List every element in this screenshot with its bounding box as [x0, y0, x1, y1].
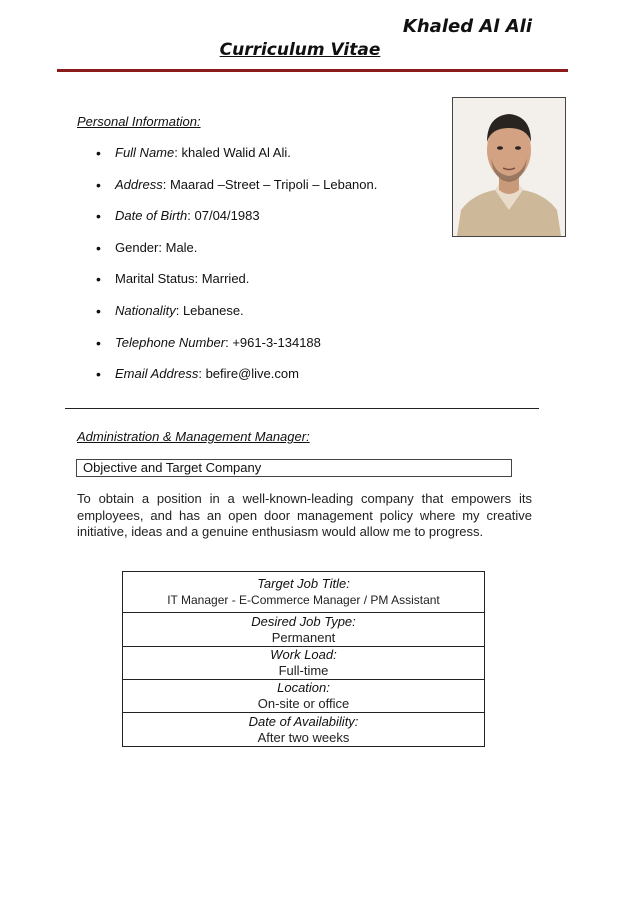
objective-label-box: Objective and Target Company [76, 459, 512, 477]
job-title-value: IT Manager - E-Commerce Manager / PM Assistant [167, 593, 440, 607]
personal-info-list [96, 145, 377, 398]
profile-photo [452, 97, 566, 237]
table-row [123, 680, 485, 713]
work-load-label: Work Load: [270, 647, 337, 662]
portrait-image [453, 98, 565, 236]
work-load-value: Full-time [278, 663, 329, 678]
job-type-value: Permanent [271, 629, 336, 645]
job-type-label: Desired Job Type: [251, 613, 356, 629]
list-item: • Gender: Male. [96, 240, 377, 272]
table-row [123, 613, 485, 647]
job-preferences-table [122, 571, 485, 747]
list-item: • Address: Maarad –Street – Tripoli – Lebanon. [96, 177, 377, 209]
list-item: • Date of Birth: 07/04/1983 [96, 208, 377, 240]
section-divider [65, 408, 539, 409]
list-item: • Email Address: befire@live.com [96, 366, 377, 398]
role-heading: Administration & Management Manager: [77, 429, 310, 444]
candidate-name: Khaled Al Ali [402, 16, 532, 37]
table-row [123, 647, 485, 680]
personal-info-heading: Personal Information: [77, 114, 201, 129]
table-row [123, 713, 485, 747]
job-title-label: Target Job Title: [257, 576, 350, 591]
document-title: Curriculum Vitae [219, 40, 381, 60]
list-item: • Full Name: khaled Walid Al Ali. [96, 145, 377, 177]
location-label: Location: [277, 680, 330, 695]
list-item: • Nationality: Lebanese. [96, 303, 377, 335]
table-row [123, 572, 485, 613]
objective-paragraph: To obtain a position in a well-known-leading company that empowers its employees, and has an open door management policy where my creative initiative, ideas and a genuine enthusiasm would allow me to progress. [77, 491, 532, 539]
header-divider [57, 69, 568, 72]
list-item: • Telephone Number: +961-3-134188 [96, 335, 377, 367]
availability-label: Date of Availability: [248, 713, 359, 729]
list-item: • Marital Status: Married. [96, 271, 377, 303]
availability-value: After two weeks [257, 729, 350, 745]
location-value: On-site or office [257, 696, 350, 711]
